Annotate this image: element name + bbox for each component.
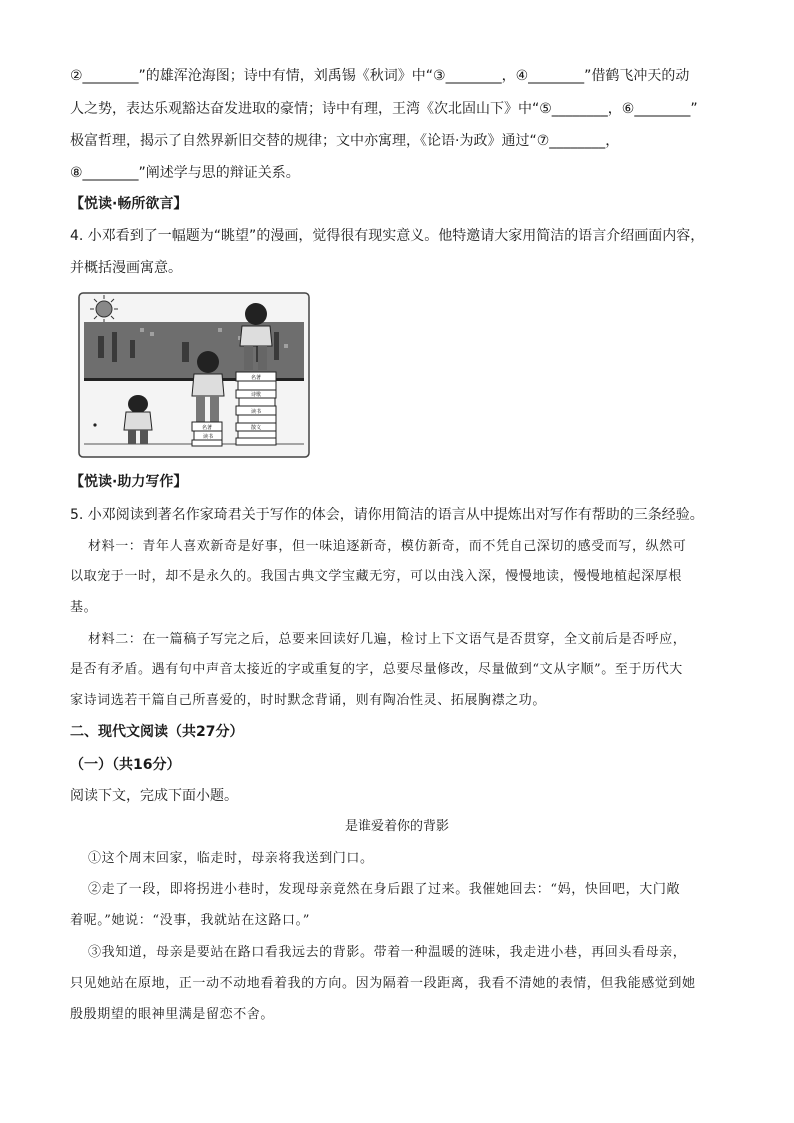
cartoon-image	[78, 292, 310, 458]
right-book-label: 散文	[250, 425, 262, 431]
material-2-line-1: 材料二：在一篇稿子写完之后，总要来回读好几遍，检讨上下文语气是否贯穿，全文前后是否呼应，	[88, 632, 687, 647]
middle-book-label: 名著	[201, 425, 213, 431]
essay-paragraph-3-line-1: ③我知道，母亲是要站在路口看我远去的背影。带着一种温暖的涟味，我走进小巷，再回头看母亲，	[88, 945, 687, 960]
right-book-label: 读书	[250, 409, 262, 415]
material-2-line-2: 是否有矛盾。遇有句中声音太接近的字或重复的字，总要尽量修改，尽量做到“文从字顺”。至于历代大	[70, 662, 683, 677]
fill-blank-line-1: ②________”的雄浑沧海图；诗中有情，刘禹锡《秋词》中“③________，④________”借鹤飞冲天的动	[70, 68, 690, 84]
question-4-line-2: 并概括漫画寓意。	[70, 260, 182, 276]
material-1-line-3: 基。	[70, 600, 98, 615]
material-2-line-3: 家诗词选若干篇自己所喜爱的，时时默念背诵，则有陶冶性灵、拓展胸襟之功。	[70, 693, 547, 708]
middle-book-label: 读书	[202, 434, 214, 440]
essay-paragraph-1: ①这个周末回家，临走时，母亲将我送到门口。	[88, 851, 374, 866]
essay-paragraph-3-line-2: 只见她站在原地，正一动不动地看着我的方向。因为隔着一段距离，我看不清她的表情，但我能感觉到她	[70, 976, 696, 991]
fill-blank-line-3: 极富哲理，揭示了自然界新旧交替的规律；文中亦寓理，《论语·为政》通过“⑦________，	[70, 133, 620, 149]
question-4-line-1: 4. 小邓看到了一幅题为“眺望”的漫画，觉得很有现实意义。他特邀请大家用简洁的语言介绍画面内容，	[70, 228, 705, 244]
part-1-heading: （一）（共16分）	[70, 757, 181, 773]
right-book-label: 诗歌	[250, 392, 262, 398]
essay-title: 是谁爱着你的背影	[344, 819, 449, 834]
material-1-line-1: 材料一：青年人喜欢新奇是好事，但一味追逐新奇，模仿新奇，而不凭自己深切的感受而写，纵然可	[88, 539, 687, 554]
right-book-label: 名著	[250, 375, 262, 381]
fill-blank-line-4: ⑧________”阐述学与思的辩证关系。	[70, 165, 300, 181]
reading-instruction: 阅读下文，完成下面小题。	[70, 788, 238, 804]
essay-paragraph-3-line-3: 殷殷期望的眼神里满是留恋不舍。	[70, 1007, 275, 1022]
essay-paragraph-2-line-2: 着呢。”她说：“没事，我就站在这路口。”	[70, 913, 310, 928]
question-5: 5. 小邓阅读到著名作家琦君关于写作的体会，请你用简洁的语言从中提炼出对写作有帮助的三条经验。	[70, 507, 704, 523]
essay-paragraph-2-line-1: ②走了一段，即将拐进小巷时，发现母亲竟然在身后跟了过来。我催她回去：“妈，快回吧，大门敞	[88, 882, 681, 897]
section-header-zhuli: 【悦读·助力写作】	[70, 474, 188, 490]
material-1-line-2: 以取宠于一时，却不是永久的。我国古典文学宝藏无穷，可以由浅入深，慢慢地读，慢慢地植起深厚根	[70, 569, 683, 584]
cartoon-drawing	[78, 292, 310, 458]
fill-blank-line-2: 人之势，表达乐观豁达奋发进取的豪情；诗中有理，王湾《次北固山下》中“⑤________，⑥________”	[70, 101, 698, 117]
section-2-heading: 二、现代文阅读（共27分）	[70, 724, 244, 740]
section-header-changsuo: 【悦读·畅所欲言】	[70, 196, 188, 212]
